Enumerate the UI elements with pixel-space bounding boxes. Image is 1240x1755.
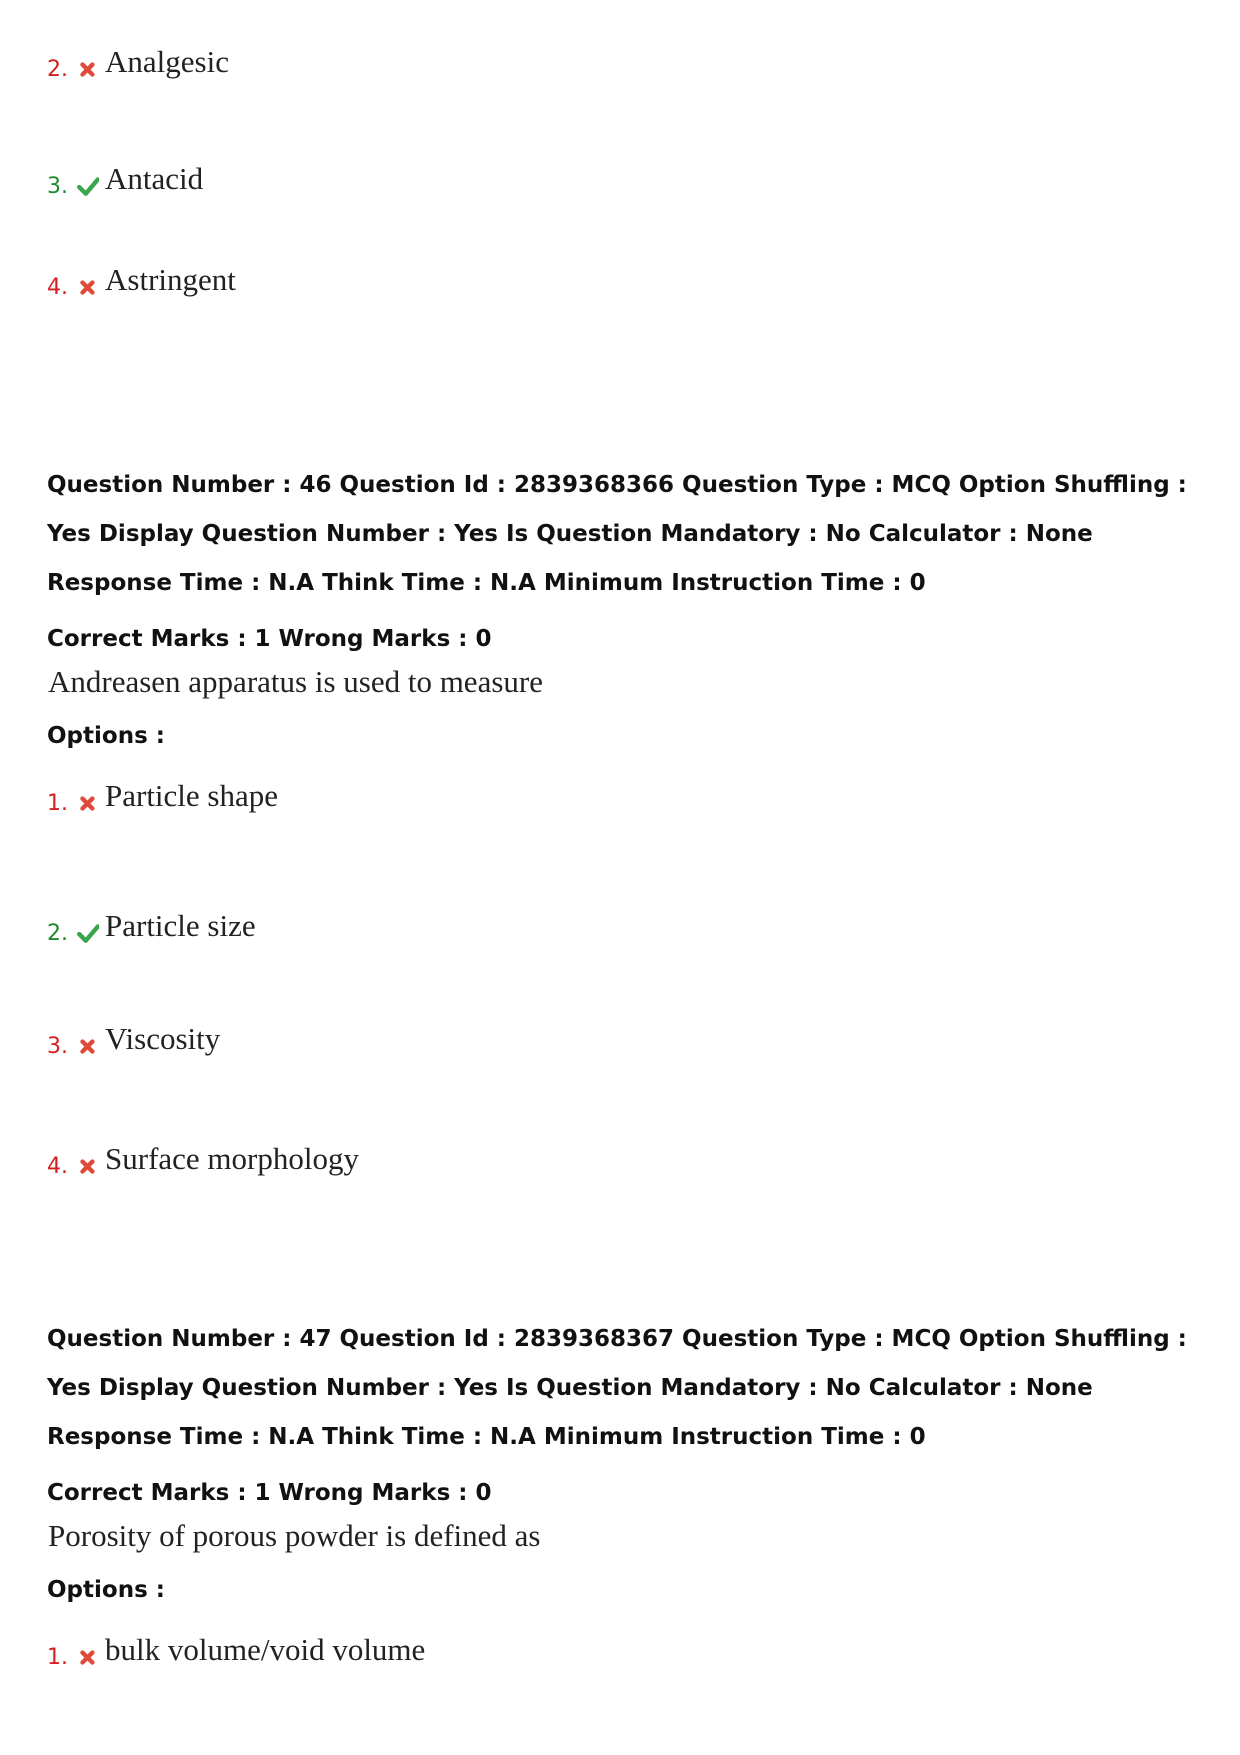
question-marks: Correct Marks : 1 Wrong Marks : 0 (47, 1480, 492, 1506)
option-row (47, 161, 203, 205)
cross-icon (77, 792, 99, 814)
question-meta: Question Number : 47 Question Id : 2839368367 Question Type : MCQ Option Shuffling : Yes Display Question Number : Yes Is Question Mandatory : No Calculator : None Response Time : N.A Think Time : N.A Minimum Instruction Time : 0 (47, 1326, 1187, 1450)
cross-icon (77, 58, 99, 80)
option-number: 3. (47, 174, 68, 199)
cross-icon (77, 1035, 99, 1057)
option-row (47, 778, 278, 822)
option-text: bulk volume/void volume (105, 1632, 426, 1667)
option-row (47, 908, 256, 952)
option-text: Analgesic (105, 44, 229, 79)
option-row (47, 1021, 220, 1065)
option-text: Particle size (105, 908, 256, 943)
option-number: 3. (47, 1034, 68, 1059)
cross-icon (77, 1646, 99, 1668)
option-row (47, 44, 229, 88)
option-number: 2. (47, 921, 68, 946)
option-number: 1. (47, 791, 68, 816)
checkmark-icon (77, 175, 99, 197)
options-label: Options : (47, 723, 165, 749)
option-text: Surface morphology (105, 1141, 359, 1176)
question-text: Andreasen apparatus is used to measure (48, 664, 543, 699)
option-row (47, 1632, 425, 1676)
option-row (47, 262, 236, 306)
option-number: 4. (47, 1154, 68, 1179)
option-text: Antacid (105, 161, 204, 196)
option-row (47, 1141, 359, 1185)
cross-icon (77, 276, 99, 298)
option-number: 2. (47, 57, 68, 82)
option-text: Viscosity (105, 1021, 221, 1056)
option-text: Astringent (105, 262, 236, 297)
question-text: Porosity of porous powder is defined as (48, 1518, 541, 1553)
checkmark-icon (77, 922, 99, 944)
question-meta: Question Number : 46 Question Id : 2839368366 Question Type : MCQ Option Shuffling : Yes Display Question Number : Yes Is Question Mandatory : No Calculator : None Response Time : N.A Think Time : N.A Minimum Instruction Time : 0 (47, 472, 1187, 596)
cross-icon (77, 1155, 99, 1177)
option-number: 4. (47, 275, 68, 300)
question-marks: Correct Marks : 1 Wrong Marks : 0 (47, 626, 492, 652)
option-text: Particle shape (105, 778, 279, 813)
option-number: 1. (47, 1645, 68, 1670)
options-label: Options : (47, 1577, 165, 1603)
